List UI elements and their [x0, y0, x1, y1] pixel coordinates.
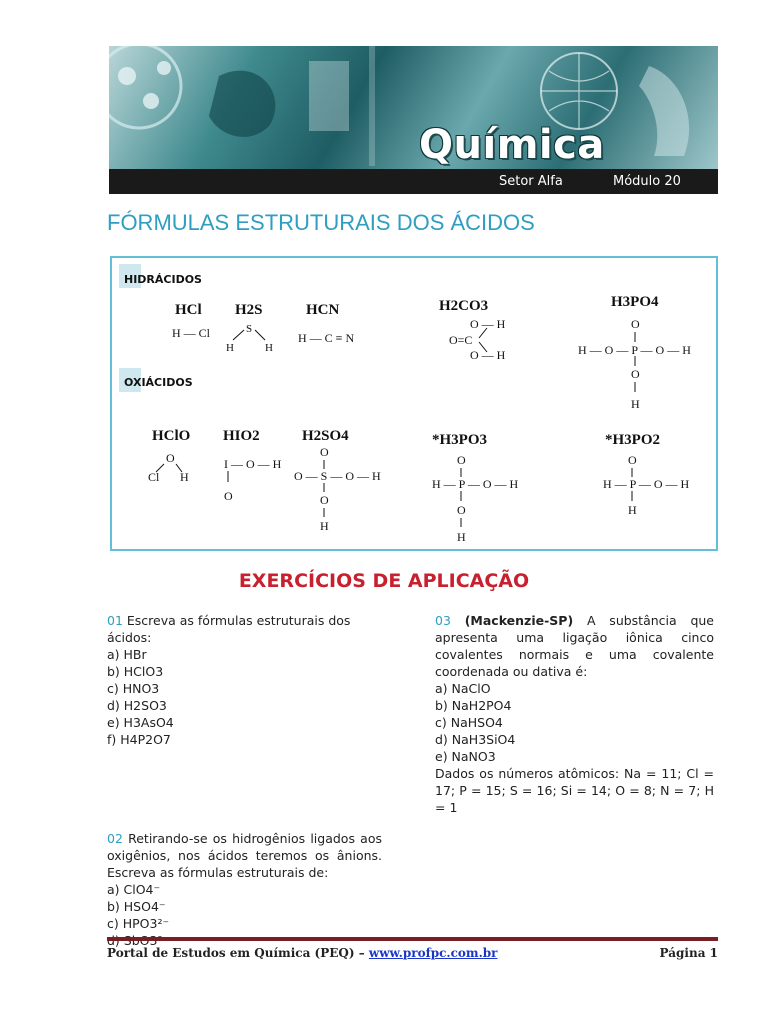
- q01-option: e) H3AsO4: [107, 715, 174, 730]
- formula-h2co3: H2CO3: [439, 298, 489, 314]
- right-column: [435, 612, 714, 816]
- q01-statement: [107, 612, 382, 646]
- q02-option: a) ClO4⁻: [107, 882, 161, 897]
- banner-info-bar: [109, 169, 718, 194]
- q01-number: 01: [107, 613, 123, 628]
- formula-hcn: HCN: [306, 302, 340, 318]
- structures-figure: [110, 256, 718, 551]
- left-column: [107, 612, 382, 949]
- footer: [107, 946, 718, 960]
- svg-text:H: H: [457, 530, 466, 544]
- q02-statement: [107, 830, 382, 881]
- svg-text:I — O — H: I — O — H: [224, 457, 282, 471]
- q03-option: e) NaNO3: [435, 749, 496, 764]
- modulo-label: Módulo 20: [613, 174, 681, 189]
- formula-h3po4: H3PO4: [611, 294, 659, 310]
- q03-option: b) NaH2PO4: [435, 698, 512, 713]
- q03-statement: [435, 612, 714, 680]
- formula-h2so4: H2SO4: [302, 428, 349, 444]
- q03-option: d) NaH3SiO4: [435, 732, 516, 747]
- banner-brand-text: Química: [419, 122, 605, 168]
- svg-text:H: H: [265, 342, 273, 354]
- q03-items: [435, 680, 714, 765]
- svg-text:O — H: O — H: [470, 317, 506, 331]
- structures-svg: [112, 258, 716, 549]
- formula-hclo: HClO: [152, 428, 191, 444]
- oxiacidos-label: OXIÁCIDOS: [124, 376, 193, 389]
- hidracidos-label: HIDRÁCIDOS: [124, 273, 202, 286]
- q03-number: 03: [435, 613, 451, 628]
- svg-text:Cl: Cl: [148, 470, 160, 484]
- svg-text:O — H: O — H: [470, 348, 506, 362]
- svg-text:S: S: [246, 323, 253, 335]
- svg-text:H — Cl: H — Cl: [172, 326, 211, 340]
- q02-number: 02: [107, 831, 123, 846]
- svg-text:O: O: [320, 493, 329, 507]
- q02-option: b) HSO4⁻: [107, 899, 166, 914]
- q01-option: f) H4P2O7: [107, 732, 171, 747]
- footer-portal: Portal de Estudos em Química (PEQ) –: [107, 946, 365, 960]
- svg-text:H — O — P — O — H: H — O — P — O — H: [578, 343, 691, 357]
- q03-option: c) NaHSO4: [435, 715, 503, 730]
- q03-note: Dados os números atômicos: Na = 11; Cl = 17; P = 15; S = 16; Si = 14; O = 8; N = 7; H = 1: [435, 766, 714, 815]
- svg-text:H: H: [320, 519, 329, 533]
- page-number: Página 1: [659, 946, 718, 960]
- svg-text:H: H: [180, 470, 189, 484]
- svg-text:O: O: [457, 453, 466, 467]
- q03-text: A substância que apresenta uma ligação iônica cinco covalentes normais e uma covalente coordenada ou dativa é:: [435, 613, 715, 679]
- svg-text:O: O: [631, 317, 640, 331]
- q03-option: a) NaClO: [435, 681, 491, 696]
- q02-text: Retirando-se os hidrogênios ligados aos oxigênios, nos ácidos teremos os ânions. Escreva as fórmulas estruturais de:: [107, 831, 382, 880]
- footer-link[interactable]: www.profpc.com.br: [368, 946, 498, 960]
- svg-text:H: H: [226, 342, 234, 354]
- svg-text:O: O: [628, 453, 637, 467]
- svg-text:H: H: [628, 503, 637, 517]
- footer-rule: [107, 937, 718, 941]
- formula-h2s: H2S: [235, 302, 263, 318]
- q02-option: c) HPO3²⁻: [107, 916, 170, 931]
- q01-option: c) HNO3: [107, 681, 160, 696]
- svg-text:H — P — O — H: H — P — O — H: [603, 477, 690, 491]
- q01-option: a) HBr: [107, 647, 147, 662]
- page-title: FÓRMULAS ESTRUTURAIS DOS ÁCIDOS: [107, 210, 535, 235]
- formula-h3po3: *H3PO3: [432, 432, 487, 448]
- svg-text:O: O: [631, 367, 640, 381]
- svg-text:H — C ≡ N: H — C ≡ N: [298, 331, 355, 345]
- setor-label: Setor Alfa: [499, 174, 563, 189]
- svg-text:O: O: [166, 451, 175, 465]
- svg-text:H — P — O — H: H — P — O — H: [432, 477, 519, 491]
- svg-text:O — S — O — H: O — S — O — H: [294, 469, 381, 483]
- q01-items: [107, 646, 382, 748]
- svg-text:O: O: [224, 489, 233, 503]
- q01-option: b) HClO3: [107, 664, 164, 679]
- formula-hcl: HCl: [175, 302, 202, 318]
- q01-option: d) H2SO3: [107, 698, 167, 713]
- svg-text:O: O: [320, 445, 329, 459]
- formula-hio2: HIO2: [223, 428, 260, 444]
- header-banner: [109, 46, 718, 194]
- q01-text: Escreva as fórmulas estruturais dos ácidos:: [107, 613, 351, 645]
- svg-text:O=C: O=C: [449, 333, 473, 347]
- svg-text:O: O: [457, 503, 466, 517]
- svg-text:H: H: [631, 397, 640, 411]
- formula-h3po2: *H3PO2: [605, 432, 660, 448]
- exercises-title: EXERCÍCIOS DE APLICAÇÃO: [238, 570, 530, 592]
- q03-source: (Mackenzie-SP): [464, 613, 574, 628]
